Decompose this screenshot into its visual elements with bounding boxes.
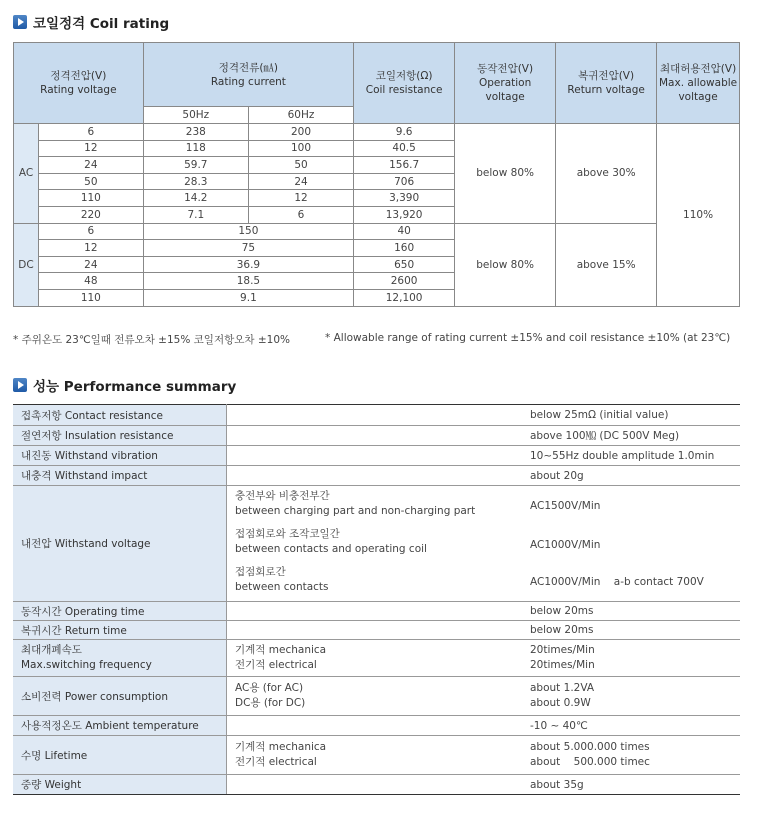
table-row <box>13 602 740 621</box>
cell-current-50hz: 59.7 <box>143 157 248 174</box>
performance-title-text: 성능 Performance summary <box>33 379 237 395</box>
cell-current-60hz: 50 <box>248 157 353 174</box>
row-label: 사용적정온도 Ambient temperature <box>13 716 227 736</box>
row-mid: 기계적 mechanica 전기적 electrical <box>227 736 531 775</box>
row-mid <box>227 405 531 426</box>
cell-current: 150 <box>143 223 353 240</box>
cell-current: 75 <box>143 240 353 257</box>
row-label: 중량 Weight <box>13 775 227 795</box>
cell-current-60hz: 200 <box>248 124 353 141</box>
play-icon <box>13 378 27 392</box>
coil-rating-title-text: 코일정격 Coil rating <box>33 16 170 32</box>
row-value: about 5.000.000 times about 500.000 timec <box>530 736 740 775</box>
ac-return-voltage: above 30% <box>556 124 657 224</box>
cell-voltage: 12 <box>39 140 144 157</box>
ac-label: AC <box>14 124 39 224</box>
row-mid: 기계적 mechanica 전기적 electrical <box>227 640 531 677</box>
cell-current-50hz: 118 <box>143 140 248 157</box>
cell-voltage: 220 <box>39 206 144 223</box>
play-icon <box>13 15 27 29</box>
table-row <box>13 446 740 466</box>
cell-current: 9.1 <box>143 289 353 306</box>
row-mid <box>227 466 531 486</box>
cell-current-60hz: 12 <box>248 190 353 207</box>
cell-resistance: 156.7 <box>354 157 455 174</box>
row-value: above 100㏁ (DC 500V Meg) <box>530 426 740 446</box>
cell-resistance: 40.5 <box>354 140 455 157</box>
row-mid: AC용 (for AC) DC용 (for DC) <box>227 677 531 716</box>
cell-current-50hz: 14.2 <box>143 190 248 207</box>
table-row <box>13 405 740 426</box>
dc-label: DC <box>14 223 39 306</box>
table-row <box>14 223 740 240</box>
row-mid <box>227 426 531 446</box>
cell-voltage: 24 <box>39 157 144 174</box>
cell-current: 18.5 <box>143 273 353 290</box>
table-row <box>13 640 740 677</box>
header-rating-current: 정격전류(㎃) Rating current <box>143 43 353 107</box>
cell-voltage: 50 <box>39 173 144 190</box>
row-label: 수명 Lifetime <box>13 736 227 775</box>
table-row <box>14 124 740 141</box>
coil-rating-table <box>13 42 740 307</box>
cell-current: 36.9 <box>143 256 353 273</box>
cell-voltage: 6 <box>39 223 144 240</box>
cell-resistance: 9.6 <box>354 124 455 141</box>
table-row <box>13 621 740 640</box>
cell-voltage: 6 <box>39 124 144 141</box>
dc-operation-voltage: below 80% <box>455 223 556 306</box>
header-rating-voltage: 정격전압(V) Rating voltage <box>14 43 144 124</box>
row-value: below 25mΩ (initial value) <box>530 405 740 426</box>
cell-voltage: 12 <box>39 240 144 257</box>
table-row <box>13 426 740 446</box>
row-mid <box>227 446 531 466</box>
row-value: AC1500V/Min AC1000V/Min AC1000V/Min a-b contact 700V <box>530 486 740 602</box>
cell-resistance: 2600 <box>354 273 455 290</box>
row-value: below 20ms <box>530 602 740 621</box>
performance-table <box>13 404 740 795</box>
cell-resistance: 3,390 <box>354 190 455 207</box>
cell-current-50hz: 7.1 <box>143 206 248 223</box>
header-50hz: 50Hz <box>143 107 248 124</box>
cell-current-60hz: 6 <box>248 206 353 223</box>
row-value: about 20g <box>530 466 740 486</box>
performance-title <box>13 375 236 395</box>
table-row <box>13 466 740 486</box>
table-row <box>13 716 740 736</box>
header-60hz: 60Hz <box>248 107 353 124</box>
cell-resistance: 160 <box>354 240 455 257</box>
header-return-voltage: 복귀전압(V) Return voltage <box>556 43 657 124</box>
coil-rating-title <box>13 12 169 32</box>
cell-current-60hz: 24 <box>248 173 353 190</box>
dc-return-voltage: above 15% <box>556 223 657 306</box>
row-value: 10~55Hz double amplitude 1.0min <box>530 446 740 466</box>
row-label: 복귀시간 Return time <box>13 621 227 640</box>
table-row <box>13 736 740 775</box>
max-allowable-voltage: 110% <box>657 124 740 307</box>
row-label: 소비전력 Power consumption <box>13 677 227 716</box>
cell-resistance: 13,920 <box>354 206 455 223</box>
cell-current-50hz: 28.3 <box>143 173 248 190</box>
row-label: 내충격 Withstand impact <box>13 466 227 486</box>
header-operation-voltage: 동작전압(V) Operation voltage <box>455 43 556 124</box>
cell-resistance: 706 <box>354 173 455 190</box>
row-label: 동작시간 Operating time <box>13 602 227 621</box>
row-label: 내전압 Withstand voltage <box>13 486 227 602</box>
row-mid <box>227 775 531 795</box>
cell-current-50hz: 238 <box>143 124 248 141</box>
cell-voltage: 48 <box>39 273 144 290</box>
row-label: 접촉저항 Contact resistance <box>13 405 227 426</box>
row-label: 절연저항 Insulation resistance <box>13 426 227 446</box>
cell-voltage: 24 <box>39 256 144 273</box>
ac-operation-voltage: below 80% <box>455 124 556 224</box>
cell-current-60hz: 100 <box>248 140 353 157</box>
row-value: about 1.2VA about 0.9W <box>530 677 740 716</box>
cell-resistance: 40 <box>354 223 455 240</box>
note-korean: * 주위온도 23℃일때 전류오차 ±15% 코일저항오차 ±10% <box>13 334 290 346</box>
cell-resistance: 650 <box>354 256 455 273</box>
cell-voltage: 110 <box>39 289 144 306</box>
row-label: 최대개폐속도 Max.switching frequency <box>13 640 227 677</box>
cell-voltage: 110 <box>39 190 144 207</box>
note-english: * Allowable range of rating current ±15% and coil resistance ±10% (at 23℃) <box>325 332 731 344</box>
row-mid <box>227 716 531 736</box>
header-coil-resistance: 코일저항(Ω) Coil resistance <box>354 43 455 124</box>
header-max-voltage: 최대허용전압(V) Max. allowable voltage <box>657 43 740 124</box>
row-mid <box>227 621 531 640</box>
row-value: about 35g <box>530 775 740 795</box>
cell-resistance: 12,100 <box>354 289 455 306</box>
row-mid <box>227 602 531 621</box>
table-row <box>13 677 740 716</box>
table-row <box>13 775 740 795</box>
row-value: -10 ~ 40℃ <box>530 716 740 736</box>
row-value: 20times/Min 20times/Min <box>530 640 740 677</box>
row-value: below 20ms <box>530 621 740 640</box>
table-row <box>13 486 740 602</box>
row-label: 내진동 Withstand vibration <box>13 446 227 466</box>
row-mid: 충전부와 비충전부간 between charging part and non-charging part 접점회로와 조작코일간 between contacts and operating coil 접점회로간 between contacts <box>227 486 531 602</box>
